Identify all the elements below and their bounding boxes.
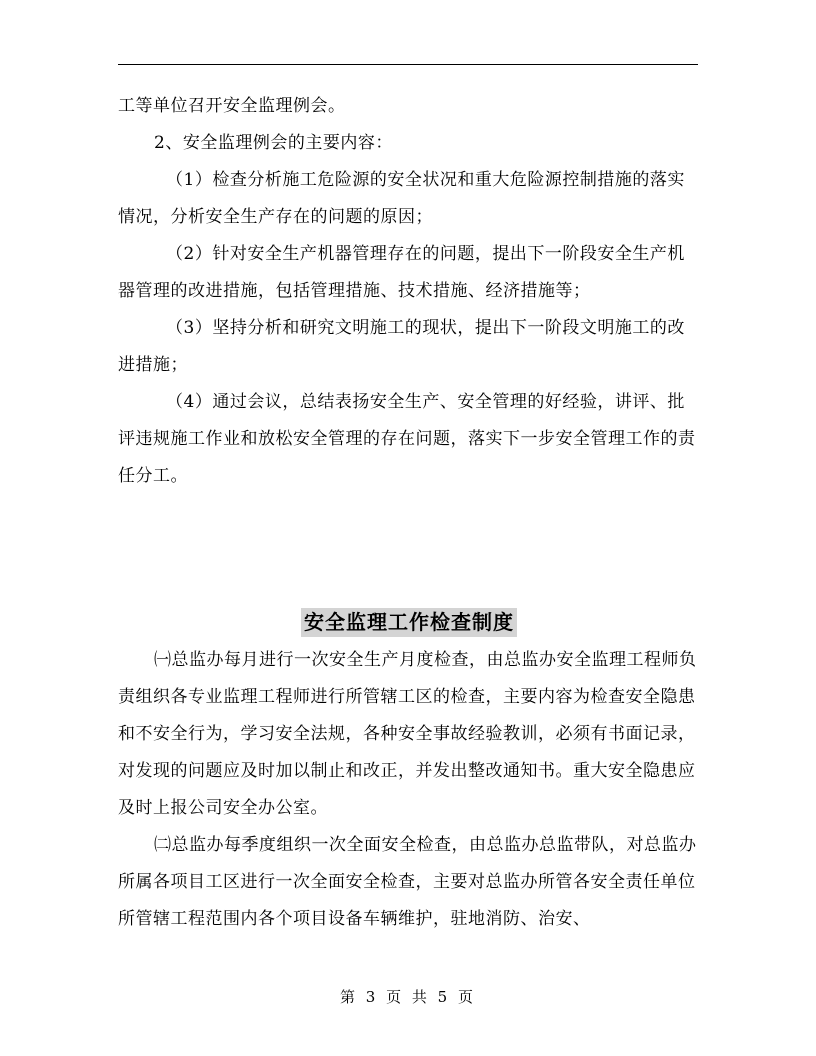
paragraph-item-4: （4）通过会议，总结表扬安全生产、安全管理的好经验，讲评、批评违规施工作业和放松安全管理的存在问题，落实下一步安全管理工作的责任分工。: [118, 392, 696, 486]
paragraph-item-3: （3）坚持分析和研究文明施工的现状，提出下一阶段文明施工的改进措施；: [118, 318, 685, 375]
section-title-wrap: [118, 603, 700, 640]
paragraph-heading-item-2: 2、安全监理例会的主要内容：: [154, 133, 393, 153]
section-title: 安全监理工作检查制度: [301, 608, 517, 637]
page-footer: 第 3 页 共 5 页: [340, 988, 476, 1006]
paragraph-continuation: 工等单位召开安全监理例会。: [118, 96, 346, 116]
page-content: [118, 88, 700, 938]
paragraph-item-1: （1）检查分析施工危险源的安全状况和重大危险源控制措施的落实情况，分析安全生产存在的问题的原因；: [118, 170, 685, 227]
section-body: [118, 642, 700, 938]
paragraph-check-1: ㈠总监办每月进行一次安全生产月度检查，由总监办安全监理工程师负责组织各专业监理工程师进行所管辖工区的检查，主要内容为检查安全隐患和不安全行为，学习安全法规，各种安全事故经验教训，必须有书面记录，对发现的问题应及时加以制止和改正，并发出整改通知书。重大安全隐患应及时上报公司安全办公室。: [118, 650, 697, 818]
paragraph-item-2: （2）针对安全生产机器管理存在的问题，提出下一阶段安全生产机器管理的改进措施，包括管理措施、技术措施、经济措施等；: [118, 244, 685, 301]
header-rule: [118, 64, 698, 65]
paragraph-check-2: ㈡总监办每季度组织一次全面安全检查，由总监办总监带队，对总监办所属各项目工区进行一次全面安全检查，主要对总监办所管各安全责任单位所管辖工程范围内各个项目设备车辆维护，驻地消防、治安、: [118, 835, 697, 929]
section-spacer: [118, 495, 700, 603]
